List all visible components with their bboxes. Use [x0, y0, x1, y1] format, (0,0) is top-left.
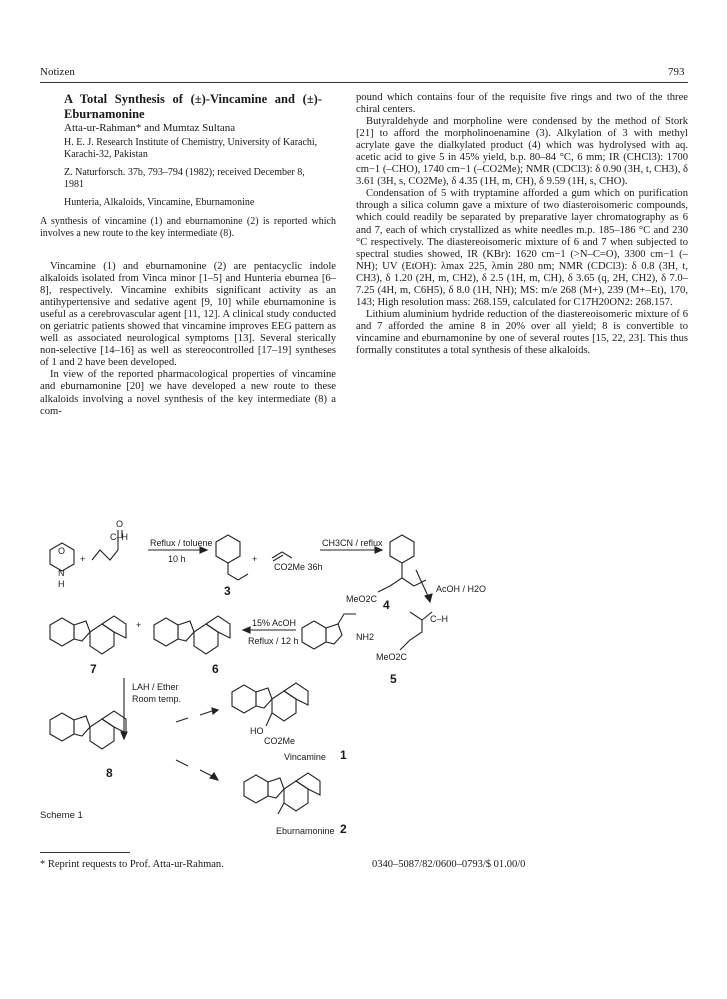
right-column	[356, 92, 688, 357]
compound-7-ring	[50, 618, 74, 646]
enamine-ring	[216, 535, 240, 563]
compound-7-number: 7	[90, 662, 97, 676]
reflux-toluene-label: Reflux / toluene	[150, 538, 213, 548]
authors: Atta-ur-Rahman* and Mumtaz Sultana	[64, 122, 236, 134]
abstract: A synthesis of vincamine (1) and eburnamonine (2) is reported which involves a new route to the key intermediate (8).	[40, 216, 336, 239]
eburnamonine-label: Eburnamonine	[276, 826, 335, 836]
plus-sign: +	[80, 554, 86, 564]
compound-8-ring	[50, 713, 74, 741]
reflux-12h-label: Reflux / 12 h	[248, 636, 299, 646]
footnote: * Reprint requests to Prof. Atta-ur-Rahman.	[40, 859, 224, 870]
plus-sign: +	[136, 620, 142, 630]
morpholine-o-label: O	[58, 546, 66, 556]
aldehyde-o-label: O	[116, 519, 124, 529]
vincamine-ring	[232, 685, 256, 713]
paragraph: In view of the reported pharmacological properties of vincamine and eburnamonine [20] we have developed a new route to these alkaloids involving a novel synthesis of the key intermediate (8) a com-	[40, 369, 336, 417]
methyl-acrylate-label: CO2Me 36h	[274, 562, 323, 572]
morpholine-h-label: H	[58, 579, 65, 589]
left-column	[40, 92, 336, 418]
aldehyde-label: C–H	[110, 532, 129, 542]
compound-6-number: 6	[212, 662, 219, 676]
paragraph: Lithium aluminium hydride reduction of the diastereoisomeric mixture of 6 and 7 afforded the amine 8 in 20% over all yield; 8 is convertible to vincamine and eburnamonine by one of several routes [15, 22, 23]. This thus formally constitutes a total synthesis of these alkaloids.	[356, 308, 688, 356]
compound-2-number: 2	[340, 822, 347, 836]
scheme-caption: Scheme 1	[40, 810, 83, 821]
article-title: A Total Synthesis of (±)-Vincamine and (±)-Eburnamonine	[64, 92, 322, 121]
plus-sign: +	[252, 554, 258, 564]
paragraph: Butyraldehyde and morpholine were condensed by the method of Stork [21] to afford the morpholinoenamine (3). Alkylation of 3 with methyl acrylate gave the dialkylated product (4) which was hydrolysed with aq. acetic acid to give 5 in 45% yield, b.p. 80–84 °C, 6 mm; IR (CHCl3): 1700 cm−1 (–CHO), 1740 cm−1 (–CO2Me); NMR (CDCl3): δ 0.90 (3H, t, CH3), δ 3.61 (3H, s, CO2Me), δ 4.35 (1H, m, CH), δ 9.59 (1H, s, CHO).	[356, 116, 688, 188]
product-4-ring	[390, 535, 414, 563]
acoh-15-label: 15% AcOH	[252, 618, 297, 628]
eburnamonine-ring	[244, 775, 268, 803]
ch3cn-reflux-label: CH3CN / reflux	[322, 538, 383, 548]
compound-3-number: 3	[224, 584, 231, 598]
reaction-arrow	[416, 570, 428, 596]
room-temp-label: Room temp.	[132, 694, 182, 704]
co2me-label: CO2Me	[264, 736, 296, 746]
footnote-rule	[40, 852, 130, 853]
compound-6-ring	[154, 618, 178, 646]
running-header: Notizen	[40, 66, 75, 78]
time-label: 10 h	[168, 554, 186, 564]
keywords: Hunteria, Alkaloids, Vincamine, Eburnamonine	[64, 197, 255, 209]
meo2c-label: MeO2C	[346, 594, 378, 604]
butyraldehyde-chain	[92, 550, 118, 560]
compound-5-number: 5	[390, 672, 397, 686]
article-code: 0340–5087/82/0600–0793/$ 01.00/0	[372, 859, 526, 870]
meo2c-label: MeO2C	[376, 652, 408, 662]
compound-5-cho-label: C–H	[430, 614, 449, 624]
citation: Z. Naturforsch. 37b, 793–794 (1982); received December 8, 1981	[64, 167, 305, 190]
tryptamine-ring	[302, 621, 326, 649]
affiliation: H. E. J. Research Institute of Chemistry, University of Karachi, Karachi-32, Pakistan	[64, 137, 318, 160]
ho-label: HO	[250, 726, 264, 736]
paragraph: Condensation of 5 with tryptamine afforded a gum which on purification through a silica column gave a mixture of two diasteroisomeric compounds, which could readily be separated by preparative layer chromatography as 6 and 7, each of which crystallized as white needles m.p. 185–186 °C and 230 °C respectively. The diastereoisomeric mixture of 6 and 7 when subjected to spectral studies showed, IR (KBr): 1620 cm−1 (>N–C=O), 3300 cm−1 (–NH); UV (EtOH): λmax 225, λmin 280 nm; NMR (CDCl3): δ 0.8 (3H, t, CH3), δ 1.20 (2H, m, CH2), δ 2.5 (1H, m, CH), δ 3.65 (q, 2H, CH2), δ 7.0–7.25 (4H, m, C6H5), δ 8.0 (1H, NH); MS: m/e 268 (M+), 239 (M+–Et), 170, 143; High resolution mass: 268.159, calculated for C17H20ON2: 268.157.	[356, 188, 688, 308]
compound-8-number: 8	[106, 766, 113, 780]
paragraph: Vincamine (1) and eburnamonine (2) are pentacyclic indole alkaloids isolated from Vinca minor [1–5] and Hunteria eburnea [6–8], respectively. Vincamine exhibits significant activity as an antihypertensive and sedative agent [9, 10] while eburnamonine is useful as a cerebrovascular agent [11, 12]. A clinical study conducted on geriatric patients showed that vincamine improves EEG pattern as well as associated neurological symptoms [13]. Several sterically non-selective [14–16] as well as stereocontrolled [17–19] syntheses of 1 and 2 have been developed.	[40, 261, 336, 369]
compound-4-number: 4	[383, 598, 390, 612]
acoh-h2o-label: AcOH / H2O	[436, 584, 487, 594]
reaction-scheme	[40, 520, 688, 850]
lah-ether-label: LAH / Ether	[132, 682, 179, 692]
compound-5-chain	[400, 612, 422, 650]
morpholine-n-label: N	[58, 568, 65, 578]
page-number: 793	[668, 66, 685, 78]
header-rule	[40, 82, 688, 83]
nh2-label: NH2	[356, 632, 375, 642]
paragraph: pound which contains four of the requisite five rings and two of the three chiral centers.	[356, 92, 688, 116]
compound-1-number: 1	[340, 748, 347, 762]
vincamine-label: Vincamine	[284, 752, 326, 762]
